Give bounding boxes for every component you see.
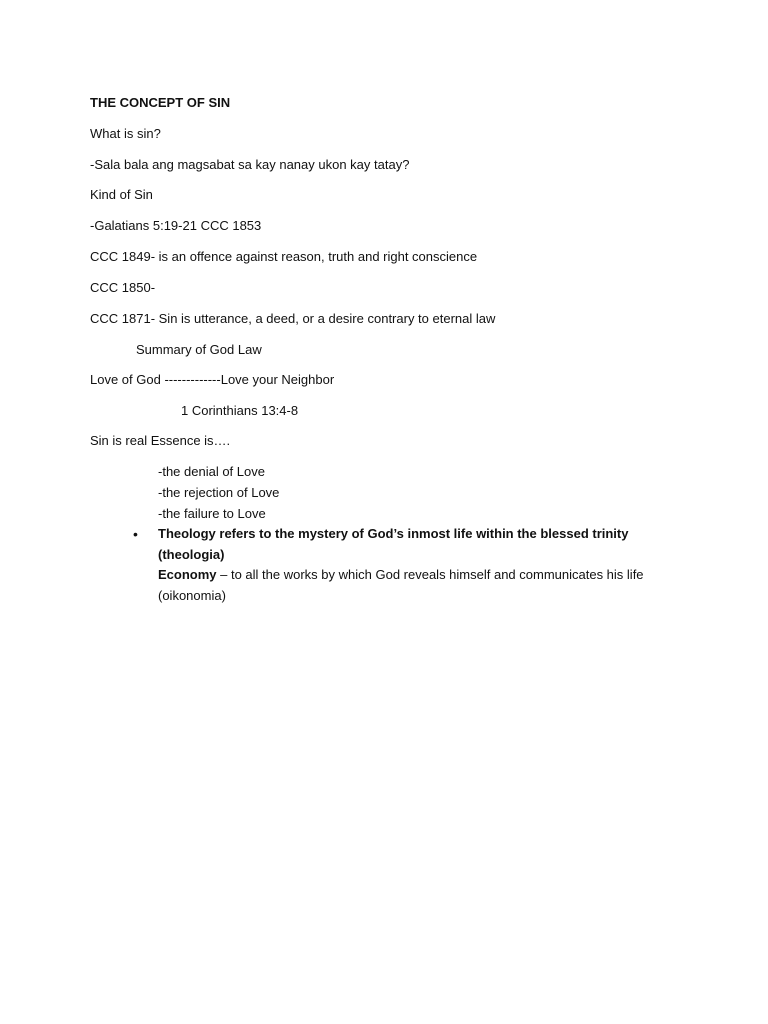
bullet-marker: • [133, 526, 138, 542]
line-kind-of-sin: Kind of Sin [90, 187, 153, 202]
line-ccc-1849: CCC 1849- is an offence against reason, truth and right conscience [90, 249, 478, 264]
line-sala-bala: -Sala bala ang magsabat sa kay nanay ukon kay tatay? [90, 157, 410, 172]
line-galatians: -Galatians 5:19-21 CCC 1853 [90, 218, 262, 233]
economy-text: – to all the works by which God reveals himself and communicates his life (oikonomia) [158, 567, 644, 603]
essence-item: -the rejection of Love [158, 485, 280, 500]
love-line: Love of God -------------Love your Neighbor [90, 372, 335, 387]
summary-heading: Summary of God Law [136, 342, 262, 357]
essence-item: -the denial of Love [158, 464, 265, 479]
theology-definition: Theology refers to the mystery of God’s inmost life within the blessed trinity (theologia) [158, 526, 629, 562]
corinthians-reference: 1 Corinthians 13:4-8 [181, 403, 299, 418]
economy-term: Economy [158, 567, 217, 582]
line-ccc-1871: CCC 1871- Sin is utterance, a deed, or a desire contrary to eternal law [90, 311, 496, 326]
document-title: THE CONCEPT OF SIN [90, 95, 231, 110]
essence-intro: Sin is real Essence is…. [90, 433, 231, 448]
line-what-is-sin: What is sin? [90, 126, 161, 141]
economy-definition [158, 565, 698, 606]
theology-bullet [158, 524, 698, 606]
line-ccc-1850: CCC 1850- [90, 280, 156, 295]
essence-item: -the failure to Love [158, 506, 266, 521]
